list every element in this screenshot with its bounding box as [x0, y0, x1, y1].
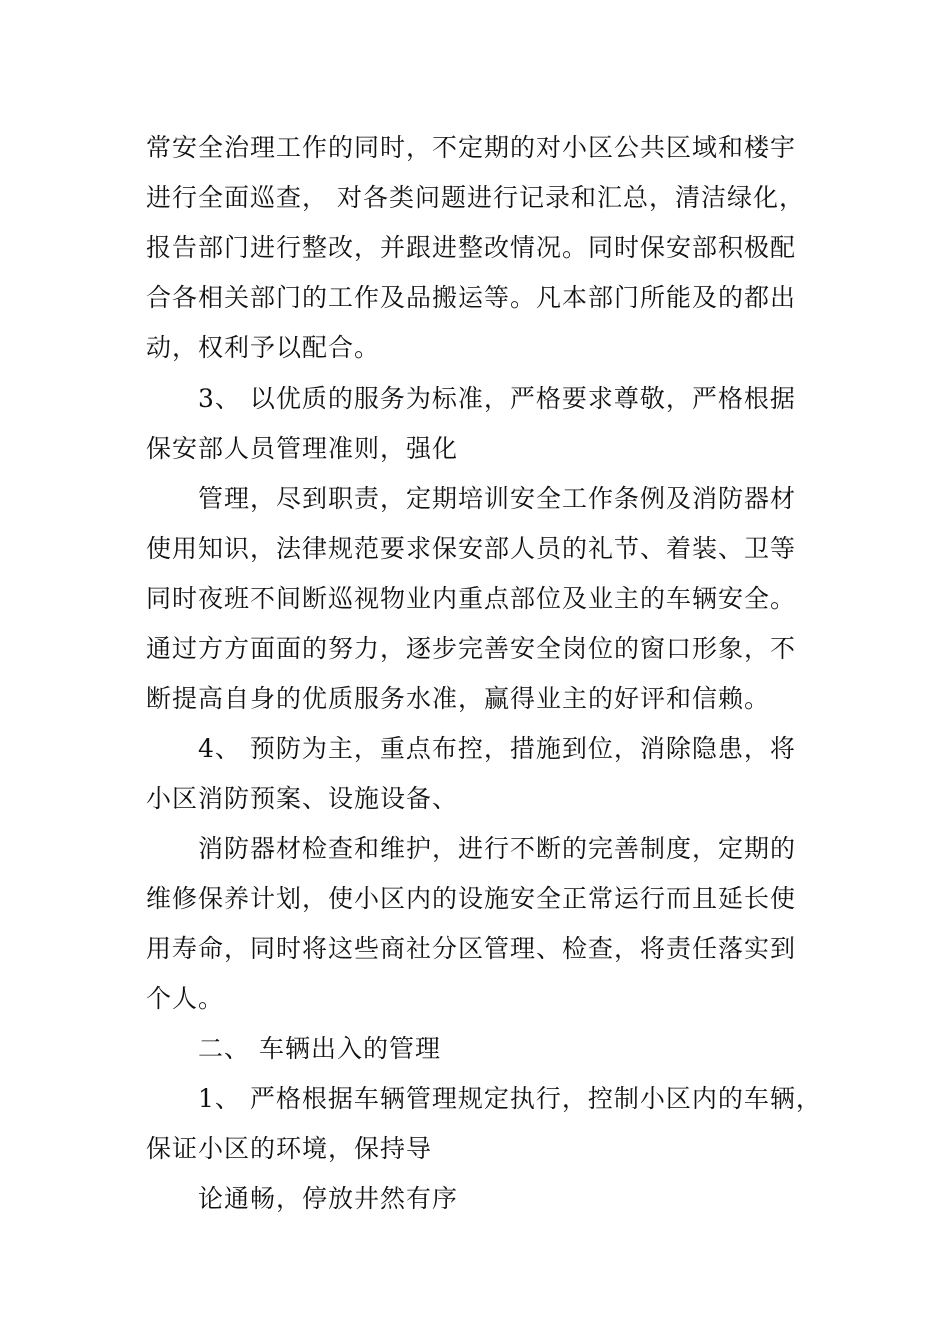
text-line-21: 保证小区的环境，保持导 — [146, 1134, 433, 1163]
text-line-12: 断提高自身的优质服务水准，赢得业主的好评和信赖。 — [146, 684, 771, 713]
text-line-6: 3、 以优质的服务为标准，严格要求尊敬，严格根据 — [198, 384, 796, 413]
text-line-22: 论通畅，停放井然有序 — [198, 1184, 459, 1213]
text-line-11: 通过方方面面的努力，逐步完善安全岗位的窗口形象，不 — [146, 634, 797, 663]
text-line-18: 个人。 — [146, 984, 225, 1013]
text-line-3: 报告部门进行整改，并跟进整改情况。同时保安部积极配 — [146, 233, 797, 262]
text-line-16: 维修保养计划，使小区内的设施安全正常运行而且延长使 — [146, 884, 797, 913]
text-line-10: 同时夜班不间断巡视物业内重点部位及业主的车辆安全。 — [146, 584, 797, 613]
text-line-20: 1、 严格根据车辆管理规定执行，控制小区内的车辆， — [198, 1084, 822, 1113]
text-line-14: 小区消防预案、设施设备、 — [146, 784, 459, 813]
text-line-19: 二、 车辆出入的管理 — [198, 1034, 441, 1063]
text-line-1: 常安全治理工作的同时，不定期的对小区公共区域和楼宇 — [146, 133, 797, 162]
text-line-2: 进行全面巡查， 对各类问题进行记录和汇总，清洁绿化， — [146, 183, 805, 212]
text-line-13: 4、 预防为主，重点布控，措施到位，消除隐患，将 — [198, 734, 796, 763]
text-line-9: 使用知识，法律规范要求保安部人员的礼节、着装、卫等 — [146, 534, 797, 563]
text-line-5: 动，权利予以配合。 — [146, 333, 381, 362]
text-line-15: 消防器材检查和维护，进行不断的完善制度，定期的 — [198, 834, 797, 863]
text-line-8: 管理，尽到职责，定期培训安全工作条例及消防器材 — [198, 484, 797, 513]
text-line-4: 合各相关部门的工作及品搬运等。凡本部门所能及的都出 — [146, 283, 797, 312]
text-line-17: 用寿命，同时将这些商社分区管理、检查，将责任落实到 — [146, 934, 797, 963]
text-line-7: 保安部人员管理准则，强化 — [146, 434, 459, 463]
